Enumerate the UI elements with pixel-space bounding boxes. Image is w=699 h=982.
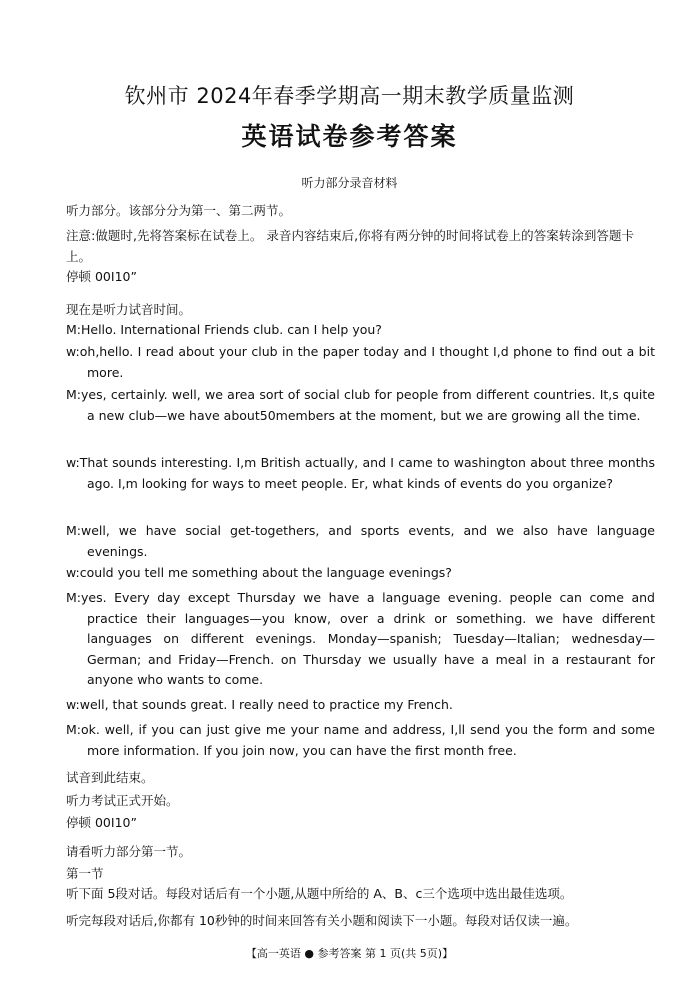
trial-line: 现在是听力试音时间。: [66, 302, 192, 317]
dialogue-line: w:well, that sounds great. I really need to practice my French.: [66, 697, 453, 712]
dialogue-line: w:could you tell me something about the language evenings?: [66, 565, 452, 580]
instruction-line: 听完每段对话后,你都有 10秒钟的时间来回答有关小题和阅读下一小题。每段对话仅读一遍。: [66, 913, 578, 928]
page-footer: 【高一英语 ● 参考答案 第 1 页(共 5页)】: [245, 947, 454, 960]
section-heading: 听力部分录音材料: [301, 176, 398, 190]
intro-paragraph: 听力部分。该部分分为第一、第二两节。: [66, 203, 292, 218]
section-instruction: 请看听力部分第一节。: [66, 844, 192, 859]
dialogue-line: M:Hello. International Friends club. can I help you?: [66, 322, 382, 337]
pause-line: 停顿 00I10”: [66, 269, 137, 284]
notice-paragraph: 注意:做题时,先将答案标在试卷上。 录音内容结束后,你将有两分钟的时间将试卷上的答案转涂到答题卡上。: [66, 228, 634, 264]
dialogue-line: w:That sounds interesting. I,m British actually, and I came to washington about three months ago. I,m looking for ways to meet people. Er, what kinds of events do you organize?: [66, 455, 655, 491]
dialogue-line: M:yes. Every day except Thursday we have a language evening. people can come and practice their languages—you know, over a drink or something. we have different languages on different evenings. Monday—spanish; Tuesday—Italian; wednesday—German; and Friday—French. on Thursday we usually have a meal in a restaurant for anyone who wants to come.: [66, 590, 655, 687]
dialogue-line: w:oh,hello. I read about your club in the paper today and I thought I,d phone to find out a bit more.: [66, 344, 655, 380]
answer-key-title: 英语试卷参考答案: [241, 122, 458, 151]
dialogue-line: M:well, we have social get-togethers, and sports events, and we also have language evenings.: [66, 523, 655, 559]
pause-line: 停顿 00I10”: [66, 815, 137, 830]
dialogue-line: M:ok. well, if you can just give me your name and address, I,ll send you the form and some more information. If you join now, you can have the first month free.: [66, 722, 655, 758]
trial-end-line: 试音到此结束。: [66, 770, 154, 785]
test-start-line: 听力考试正式开始。: [66, 793, 179, 808]
dialogue-line: M:yes, certainly. well, we area sort of social club for people from different countries. It,s quite a new club—we have about50members at the moment, but we are growing all the time.: [66, 387, 655, 423]
section-label: 第一节: [66, 866, 104, 881]
instruction-line: 听下面 5段对话。每段对话后有一个小题,从题中所给的 A、B、c三个选项中选出最佳选项。: [66, 886, 573, 901]
exam-title: 钦州市 2024年春季学期高一期末教学质量监测: [124, 84, 575, 108]
